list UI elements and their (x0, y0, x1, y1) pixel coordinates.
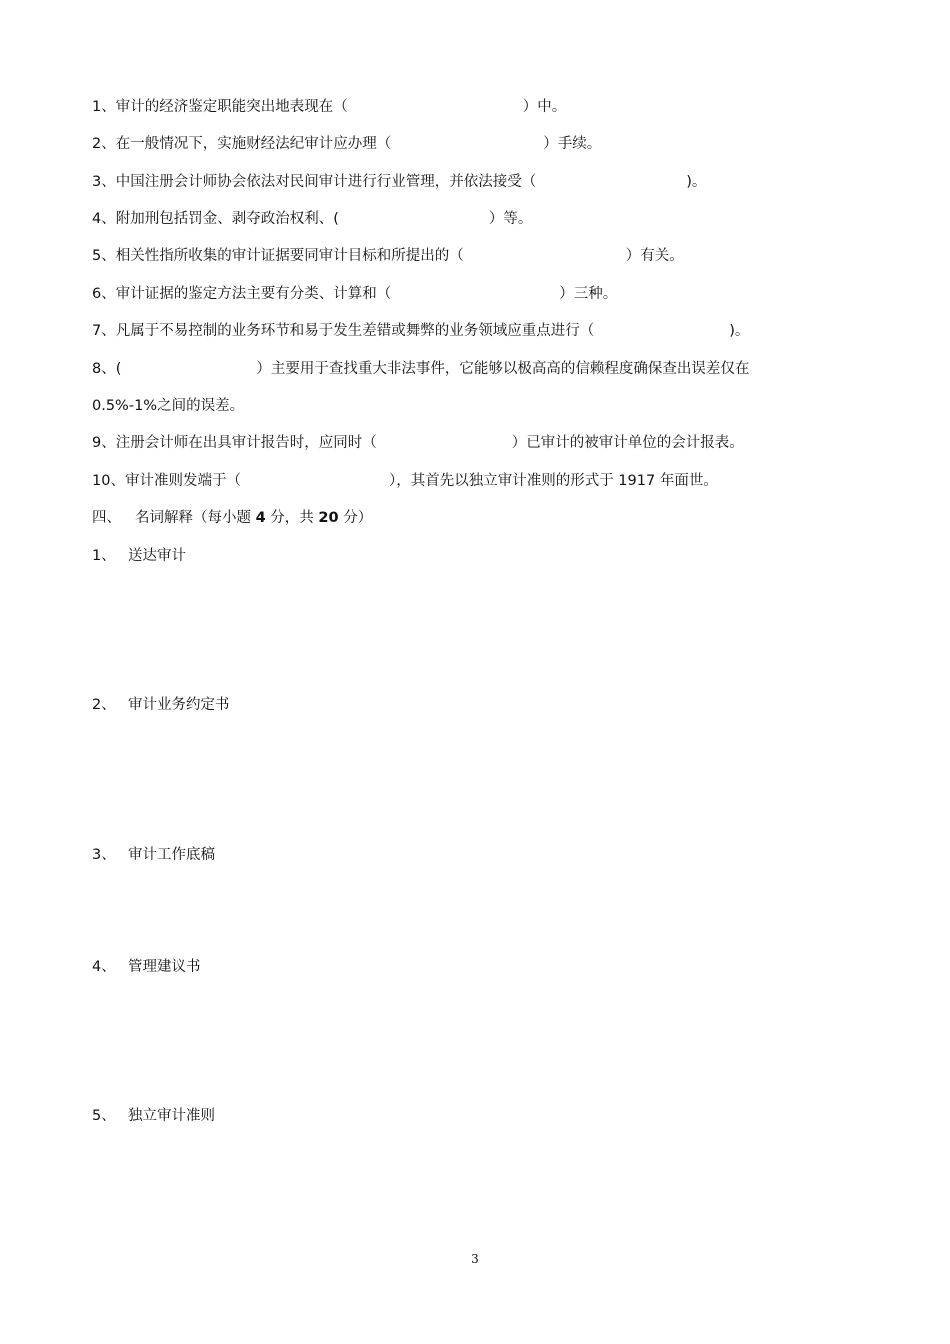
fill-question-2: 2、在一般情况下，实施财经法纪审计应办理（ ）手续。 (92, 136, 602, 152)
fill-question-9: 9、注册会计师在出具审计报告时，应同时（ ）已审计的被审计单位的会计报表。 (92, 435, 744, 451)
section-heading: 四、 名词解释（每小题 4 分，共 20 分） (92, 510, 373, 526)
fill-question-6: 6、审计证据的鉴定方法主要有分类、计算和（ ）三种。 (92, 286, 618, 302)
term-question-5: 5、 独立审计准则 (92, 1108, 215, 1124)
term-question-2: 2、 审计业务约定书 (92, 697, 230, 713)
fill-question-8: 8、( ）主要用于查找重大非法事件，它能够以极高高的信赖程度确保查出误差仅在 (92, 361, 750, 377)
term-question-3: 3、 审计工作底稿 (92, 847, 215, 863)
fill-question-7: 7、凡属于不易控制的业务环节和易于发生差错或舞弊的业务领域应重点进行（ )。 (92, 323, 750, 339)
fill-question-4: 4、附加刑包括罚金、剥夺政治权利、( ）等。 (92, 211, 533, 227)
fill-question-3: 3、中国注册会计师协会依法对民间审计进行行业管理，并依法接受（ )。 (92, 174, 707, 190)
page-number: 3 (471, 1252, 479, 1266)
fill-question-5: 5、相关性指所收集的审计证据要同审计目标和所提出的（ ）有关。 (92, 248, 684, 264)
fill-question-1: 1、审计的经济鉴定职能突出地表现在（ ）中。 (92, 99, 567, 115)
term-question-4: 4、 管理建议书 (92, 959, 201, 975)
fill-question-8-continuation: 0.5%-1%之间的误差。 (92, 398, 245, 414)
fill-question-10: 10、审计准则发端于（ ），其首先以独立审计准则的形式于 1917 年面世。 (92, 473, 718, 489)
term-question-1: 1、 送达审计 (92, 548, 186, 564)
